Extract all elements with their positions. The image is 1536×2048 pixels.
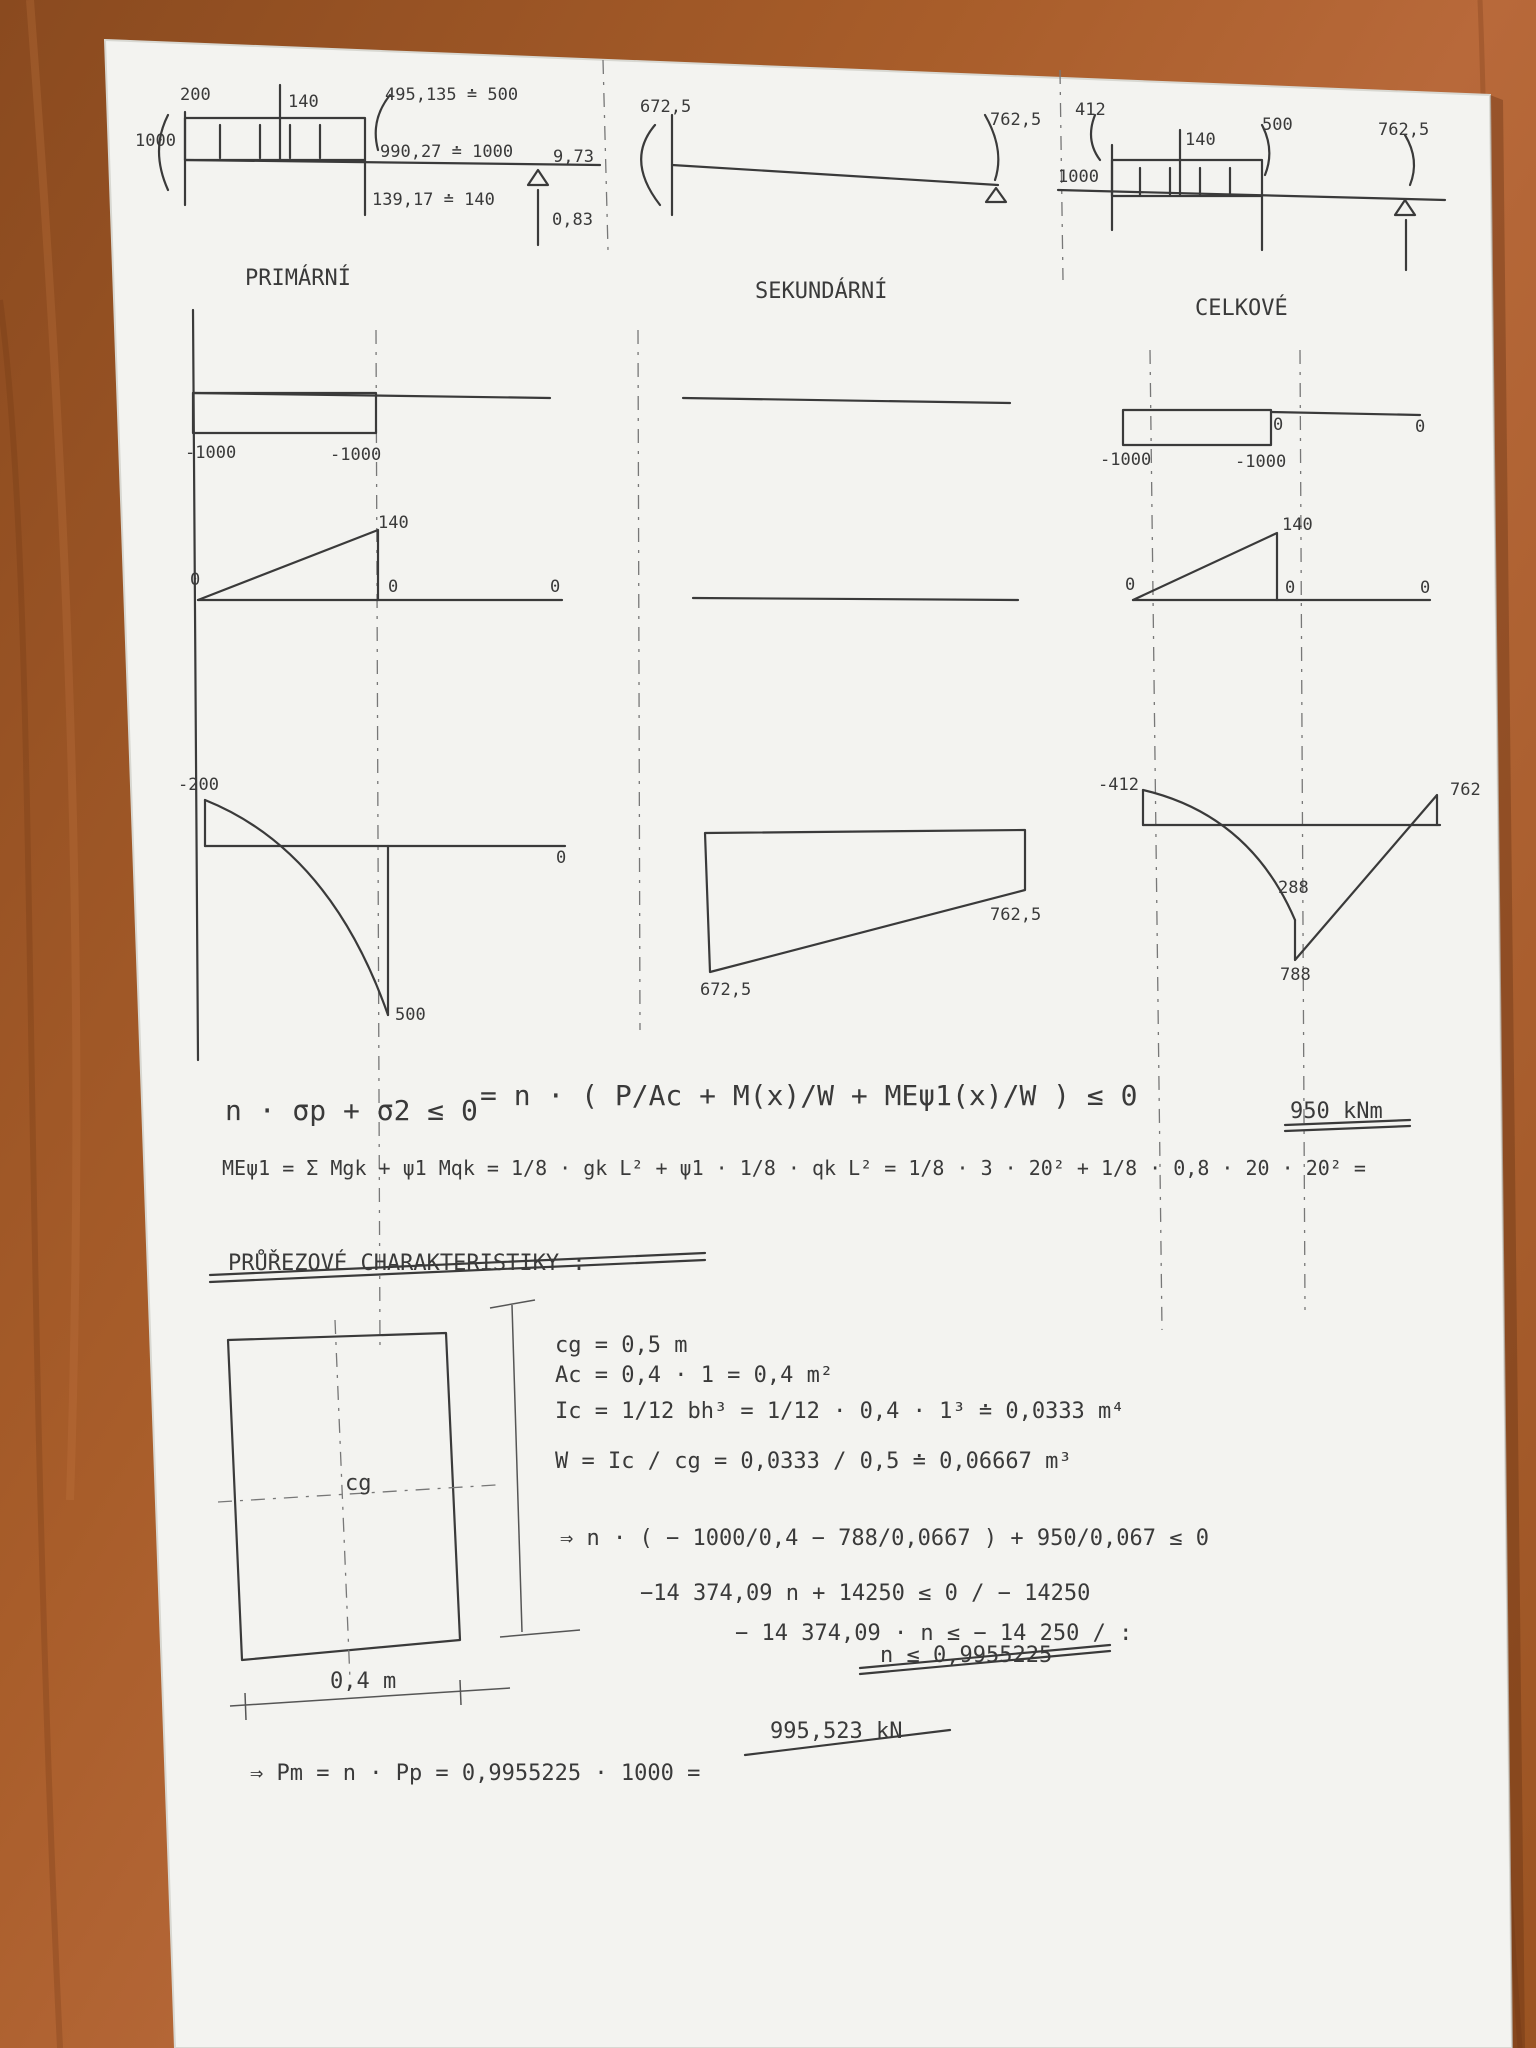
shear-total-after: 0 [1285, 578, 1296, 598]
equation-line1-right: = n · ( P/Ac + M(x)/W + MEψ1(x)/W ) ≤ 0 [480, 1079, 1138, 1112]
normal-total-left: -1000 [1100, 450, 1152, 470]
shear-total-start: 0 [1125, 575, 1136, 595]
beam-secondary-moment-right: 762,5 [990, 110, 1042, 130]
beam-primary-dist-load: 140 [288, 92, 319, 112]
moment-primary-start: -200 [178, 775, 219, 795]
normal-total-top-mid: 0 [1273, 415, 1284, 435]
section-calc-4: ⇒ n · ( − 1000/0,4 − 788/0,0667 ) + 950/0,067 ≤ 0 [560, 1526, 1210, 1551]
beam-primary-moment-left: 200 [180, 85, 211, 105]
section-calc-1: Ac = 0,4 · 1 = 0,4 m² [555, 1363, 834, 1388]
shear-primary-end: 0 [550, 577, 561, 597]
normal-primary-right: -1000 [330, 445, 382, 465]
beam-secondary-moment-left: 672,5 [640, 97, 692, 117]
section-calc-7: n ≤ 0,9955225 [880, 1643, 1053, 1668]
heading-primary: PRIMÁRNÍ [245, 266, 351, 291]
section-calc-5: −14 374,09 n + 14250 ≤ 0 / − 14250 [640, 1581, 1091, 1606]
beam-primary-force-h: 990,27 ≐ 1000 [380, 142, 514, 162]
beam-primary-force-left: 1000 [135, 131, 176, 151]
moment-secondary-right: 762,5 [990, 905, 1042, 925]
equation-line2: MEψ1 = Σ Mgk + ψ1 Mqk = 1/8 · gk L² + ψ1 · 1/8 · qk L² = 1/8 · 3 · 20² + 1/8 · 0,8 · 20 · 20² = [222, 1156, 1366, 1180]
beam-total-force-left: 1000 [1058, 167, 1099, 187]
section-calc-6: − 14 374,09 · n ≤ − 14 250 / : [735, 1621, 1133, 1646]
final-equation: ⇒ Pm = n · Pp = 0,9955225 · 1000 = [250, 1761, 701, 1786]
section-calc-0: cg = 0,5 m [555, 1333, 688, 1358]
normal-total-top-end: 0 [1415, 417, 1426, 437]
beam-primary-right-label: 9,73 [553, 147, 594, 167]
shear-total-end: 0 [1420, 578, 1431, 598]
beam-total-moment-left: 412 [1075, 100, 1106, 120]
moment-primary-bottom: 500 [395, 1005, 426, 1025]
moment-primary-end: 0 [556, 848, 567, 868]
beam-total-moment-mid: 500 [1262, 115, 1293, 135]
shear-primary-after: 0 [388, 577, 399, 597]
section-width-label: 0,4 m [330, 1669, 397, 1694]
beam-primary-reaction-right: 0,83 [552, 210, 593, 230]
moment-total-end: 762 [1450, 780, 1481, 800]
normal-primary-left: -1000 [185, 443, 237, 463]
shear-total-peak: 140 [1282, 515, 1313, 535]
shear-primary-peak: 140 [378, 513, 409, 533]
beam-total-moment-right: 762,5 [1378, 120, 1430, 140]
section-calc-3: W = Ic / cg = 0,0333 / 0,5 ≐ 0,06667 m³ [555, 1449, 1072, 1474]
section-calc-2: Ic = 1/12 bh³ = 1/12 · 0,4 · 1³ ≐ 0,0333 m⁴ [555, 1399, 1125, 1424]
equation-line1-left: n · σp + σ2 ≤ 0 [225, 1094, 478, 1127]
final-result: 995,523 kN [770, 1719, 903, 1744]
section-title: PRŮŘEZOVÉ CHARAKTERISTIKY : [228, 1251, 586, 1276]
heading-total: CELKOVÉ [1195, 296, 1288, 321]
section-cg-label: cg [345, 1471, 372, 1496]
moment-total-mid: 288 [1278, 878, 1309, 898]
moment-total-start: -412 [1098, 775, 1139, 795]
shear-primary-start: 0 [190, 570, 201, 590]
normal-total-mid: -1000 [1235, 452, 1287, 472]
beam-total-dist-load: 140 [1185, 130, 1216, 150]
beam-primary-moment-mid: 495,135 ≐ 500 [385, 85, 519, 105]
moment-secondary-left: 672,5 [700, 980, 752, 1000]
beam-primary-reaction-down: 139,17 ≐ 140 [372, 190, 495, 210]
heading-secondary: SEKUNDÁRNÍ [755, 279, 888, 304]
equation-line2-result: 950 kNm [1290, 1099, 1383, 1124]
moment-total-bottom: 788 [1280, 965, 1311, 985]
